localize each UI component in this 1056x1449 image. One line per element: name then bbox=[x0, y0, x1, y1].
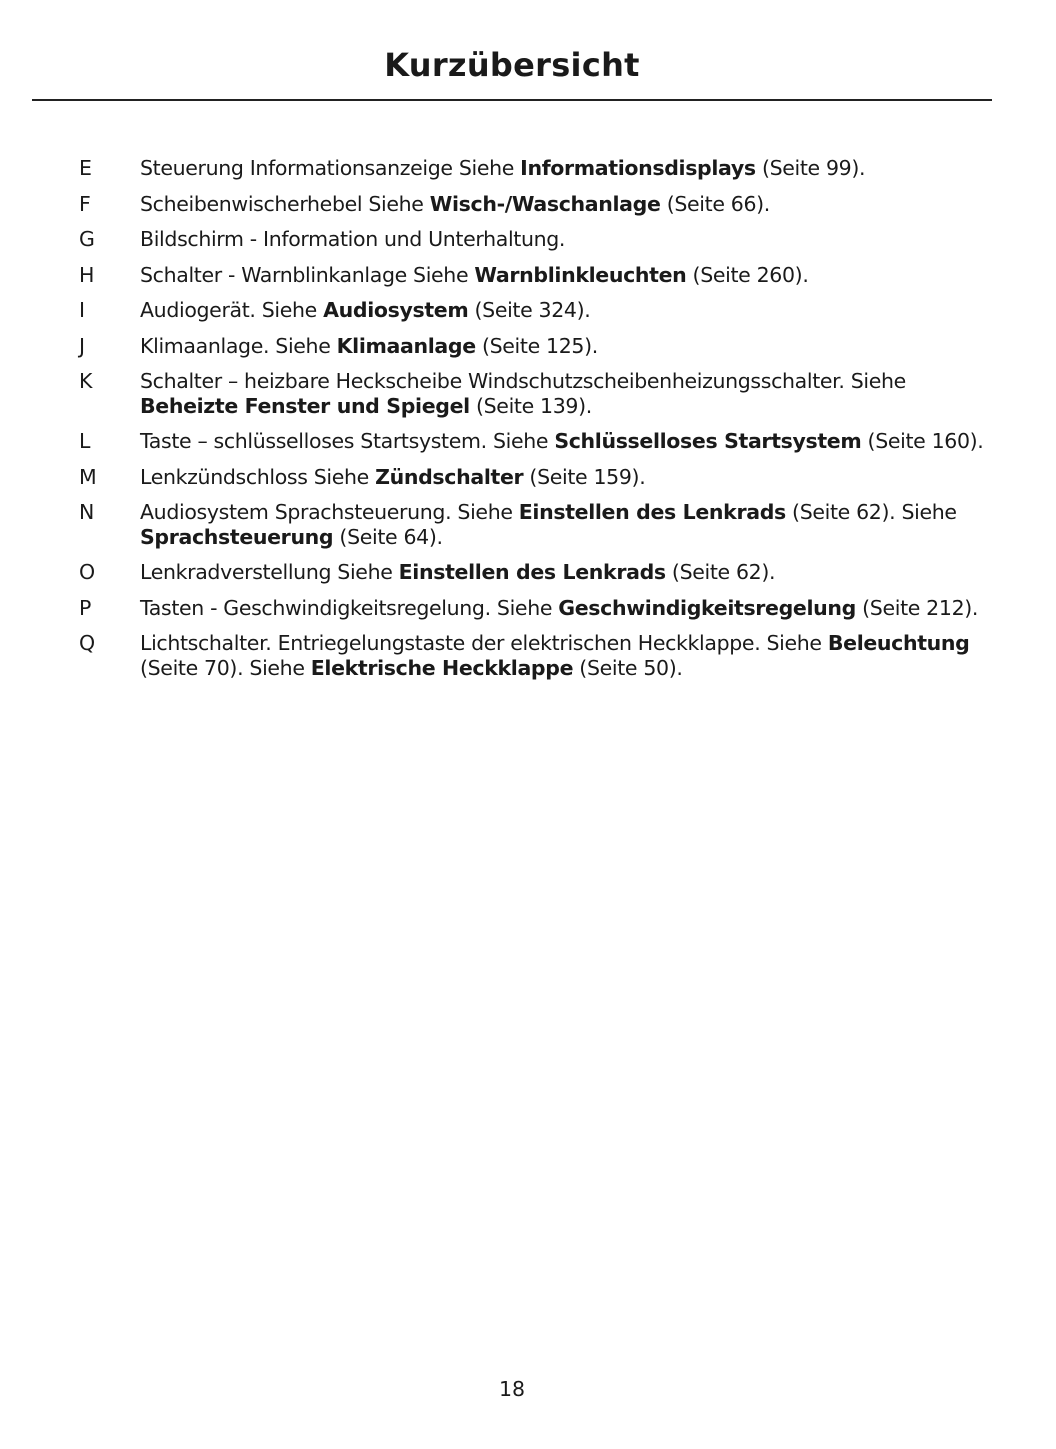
item-text bbox=[140, 596, 990, 621]
item-text bbox=[140, 298, 990, 323]
item-text-part: Lenkzündschloss Siehe bbox=[140, 464, 376, 489]
list-item bbox=[0, 192, 1000, 217]
list-item bbox=[0, 631, 1000, 680]
item-text-part: Tasten - Geschwindigkeitsregelung. Siehe bbox=[140, 595, 559, 620]
item-letter: M bbox=[79, 464, 97, 489]
item-letter: J bbox=[79, 333, 85, 358]
item-text-part: (Seite 50). bbox=[573, 655, 683, 680]
cross-reference: Informationsdisplays bbox=[520, 156, 756, 180]
item-letter: P bbox=[79, 595, 92, 620]
item-text bbox=[140, 227, 990, 252]
cross-reference: Wisch-/Waschanlage bbox=[429, 191, 661, 216]
entry-list bbox=[0, 156, 1000, 691]
item-text-part: (Seite 139). bbox=[469, 393, 592, 418]
list-item bbox=[0, 263, 1000, 288]
page-title: Kurzübersicht bbox=[384, 46, 640, 84]
cross-reference: Klimaanlage bbox=[336, 333, 476, 358]
item-text-part: Bildschirm - Information und Unterhaltung. bbox=[140, 227, 566, 251]
item-text-part: (Seite 125). bbox=[475, 333, 598, 358]
cross-reference: Sprachsteuerung bbox=[140, 524, 334, 549]
item-text-part: Audiosystem Sprachsteuerung. Siehe bbox=[140, 500, 519, 524]
item-letter: E bbox=[79, 156, 92, 180]
item-text-part: (Seite 64). bbox=[333, 524, 443, 549]
item-text bbox=[140, 156, 990, 181]
cross-reference: Beheizte Fenster und Spiegel bbox=[140, 393, 470, 418]
list-item bbox=[0, 429, 1000, 454]
item-letter: L bbox=[79, 429, 91, 453]
item-text-part: (Seite 70). Siehe bbox=[140, 655, 311, 680]
item-text-part: (Seite 260). bbox=[686, 262, 809, 287]
list-item bbox=[0, 334, 1000, 359]
cross-reference: Einstellen des Lenkrads bbox=[398, 560, 666, 584]
cross-reference: Audiosystem bbox=[323, 298, 469, 322]
title-divider bbox=[32, 99, 992, 101]
item-text-part: (Seite 66). bbox=[660, 191, 770, 216]
cross-reference: Zündschalter bbox=[375, 464, 524, 489]
item-text-part: Lichtschalter. Entriegelungstaste der elektrischen Heckklappe. Siehe bbox=[140, 631, 828, 655]
item-letter: O bbox=[79, 560, 95, 584]
item-letter: K bbox=[79, 369, 93, 393]
list-item bbox=[0, 369, 1000, 418]
item-text-part: Schalter – heizbare Heckscheibe Windschutzscheibenheizungsschalter. Siehe bbox=[140, 369, 906, 393]
item-text-part: (Seite 160). bbox=[861, 429, 984, 453]
list-item bbox=[0, 227, 1000, 252]
item-letter: Q bbox=[79, 631, 95, 655]
item-text bbox=[140, 560, 990, 585]
list-item bbox=[0, 596, 1000, 621]
item-letter: I bbox=[79, 298, 85, 322]
item-text-part: Scheibenwischerhebel Siehe bbox=[140, 191, 430, 216]
item-text-part: (Seite 159). bbox=[523, 464, 646, 489]
item-text bbox=[140, 192, 990, 217]
item-text-part: Schalter - Warnblinkanlage Siehe bbox=[140, 262, 475, 287]
page-number: 18 bbox=[498, 1377, 526, 1401]
item-text bbox=[140, 631, 990, 680]
list-item bbox=[0, 500, 1000, 549]
item-text bbox=[140, 369, 990, 418]
item-letter: N bbox=[79, 500, 94, 524]
item-text bbox=[140, 500, 990, 549]
item-text-part: Steuerung Informationsanzeige Siehe bbox=[140, 156, 521, 180]
list-item bbox=[0, 156, 1000, 181]
item-text bbox=[140, 263, 990, 288]
item-text-part: Audiogerät. Siehe bbox=[140, 298, 324, 322]
list-item bbox=[0, 465, 1000, 490]
item-letter: F bbox=[79, 191, 91, 216]
item-text-part: (Seite 62). bbox=[665, 560, 776, 584]
cross-reference: Elektrische Heckklappe bbox=[310, 655, 574, 680]
item-text-part: (Seite 62). Siehe bbox=[785, 500, 957, 524]
item-text-part: Lenkradverstellung Siehe bbox=[140, 560, 399, 584]
item-text-part: (Seite 212). bbox=[855, 595, 979, 620]
item-text-part: Taste – schlüsselloses Startsystem. Siehe bbox=[140, 429, 555, 453]
item-text bbox=[140, 334, 990, 359]
item-text bbox=[140, 465, 990, 490]
cross-reference: Warnblinkleuchten bbox=[474, 262, 687, 287]
cross-reference: Geschwindigkeitsregelung bbox=[558, 595, 856, 620]
cross-reference: Schlüsselloses Startsystem bbox=[554, 429, 862, 453]
cross-reference: Beleuchtung bbox=[827, 631, 970, 655]
list-item bbox=[0, 298, 1000, 323]
item-text-part: (Seite 324). bbox=[468, 298, 591, 322]
item-letter: H bbox=[79, 262, 95, 287]
list-item bbox=[0, 560, 1000, 585]
item-text bbox=[140, 429, 990, 454]
item-text-part: Klimaanlage. Siehe bbox=[140, 333, 337, 358]
item-text-part: (Seite 99). bbox=[755, 156, 866, 180]
item-letter: G bbox=[79, 227, 95, 251]
cross-reference: Einstellen des Lenkrads bbox=[518, 500, 786, 524]
